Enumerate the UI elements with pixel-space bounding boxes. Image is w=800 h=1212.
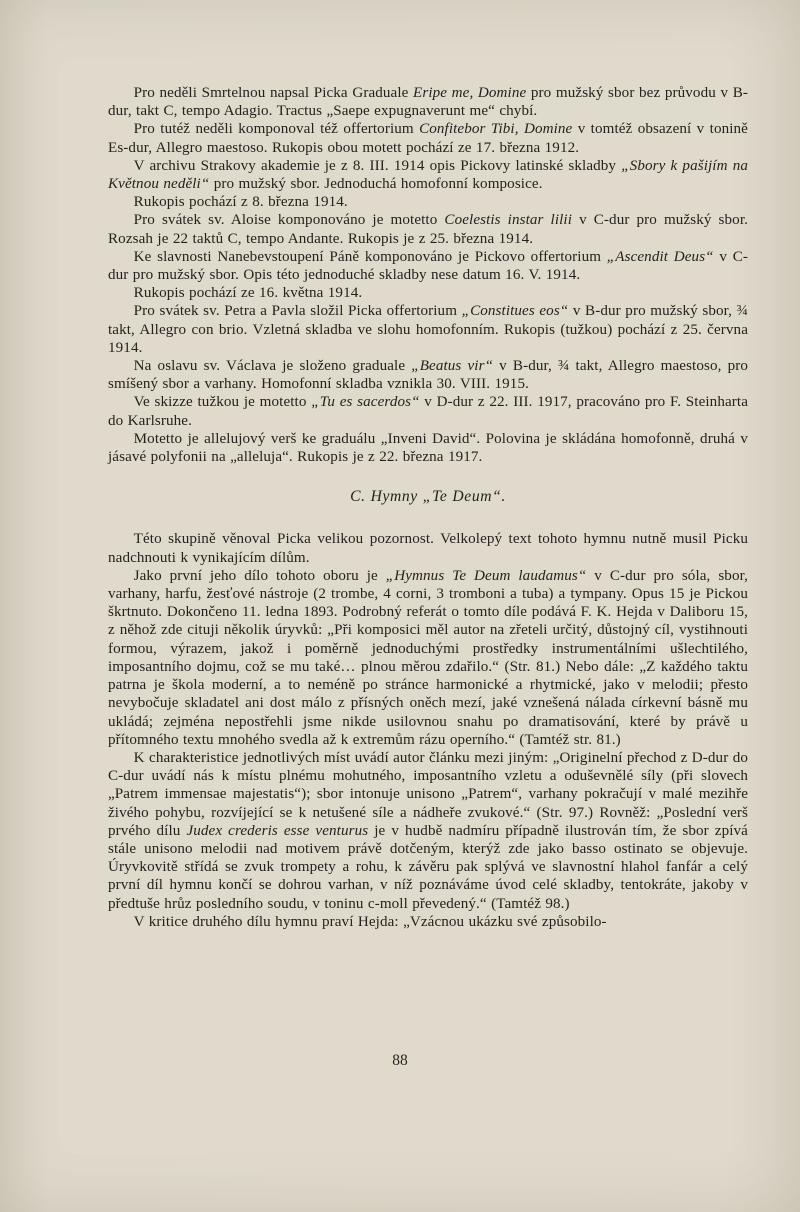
text-run: K charakteristice jednotlivých míst uvádí autor článku mezi jiným: „Originelní přechod z D-dur do C-dur uvádí nás k místu plnému mohutného, imposantního vzletu a oduševnělé síly (při slovech „Patrem immensae majestatis“); sbor intonuje unisono „Patrem“, varhany pokračují v malé mezihře živého pohybu, rozvíjející se k netušené síle a nádheře zvukové.“ (Str. 97.) Rovněž: „Poslední verš prvého dílu — [108, 749, 748, 839]
page-text-column — [108, 84, 748, 931]
paragraph — [108, 749, 748, 913]
text-run: Rukopis pochází z 8. března 1914. — [133, 194, 348, 211]
text-run: Na oslavu sv. Václava je složeno graduale — [133, 358, 412, 375]
text-run: v C-dur pro mužský sbor. Opis této jednoduché skladby nese datum 16. V. 1914. — [108, 248, 749, 284]
text-run: v C-dur pro sóla, sbor, varhany, harfu, žesťové nástroje (2 trombe, 4 corni, 3 tromboni a tuba) a tympany. Opus 15 je Pickou škrtnuto. Dokončeno 11. ledna 1893. Podrobný referát o tomto díle podává F. K. Hejda v Daliboru 15, z něhož zde cituji několik úryvků: „Při komposici měl autor na zřeteli určitý, důstojný cíl, vystihnouti formou, výrazem, jakož i poměrně jednoduchými prostředky instrumentálními ušlechtilého, imposantního dojmu, což se mu také… plnou měrou zdařilo.“ (Str. 81.) Nebo dále: „Z každého taktu patrna je škola moderní, a to neméně po stránce harmonické a rhytmické, jako v melodii; přesto nevybočuje skladatel ani dost málo z přísných oněch mezí, jaké vznešená nálada církevní básně mu ukládá; zejména nepostřehli jsme nikde usilovnou snahu po dramatisování, které by právě u přítomného textu mnohého svedla až k extremům rázu operního.“ (Tamtéž str. 81.) — [108, 567, 748, 748]
text-run: Ve skizze tužkou je motetto — [133, 394, 312, 411]
text-run: Rukopis pochází ze 16. května 1914. — [133, 285, 363, 302]
section-heading — [108, 488, 748, 506]
paragraph — [108, 248, 748, 284]
paragraph — [108, 211, 748, 247]
italic-text-run: „Sbory k pašijím na Květnou neděli“ — [108, 157, 748, 193]
text-run: v D-dur z 22. III. 1917, pracováno pro F. Steinharta do Karlsruhe. — [108, 394, 748, 429]
italic-text-run: Confitebor Tibi, Domine — [419, 121, 573, 138]
paragraph — [108, 120, 748, 156]
paragraph — [108, 284, 748, 302]
italic-text-run: C. Hymny „Te Deum“. — [350, 488, 506, 506]
italic-text-run: Coelestis instar lilii — [444, 212, 573, 229]
text-run: pro mužský sbor bez průvodu v B-dur, takt C, tempo Adagio. Tractus „Saepe expugnaverunt me“ chybí. — [108, 85, 748, 120]
paragraph — [108, 357, 748, 393]
italic-text-run: „Constitues eos“ — [461, 303, 569, 320]
italic-text-run: „Tu es sacerdos“ — [311, 394, 420, 411]
italic-text-run: „Beatus vir“ — [411, 358, 494, 375]
paragraph — [108, 193, 748, 211]
text-run: Jako první jeho dílo tohoto oboru je — [133, 567, 386, 584]
paragraph — [108, 84, 748, 120]
text-run: v B-dur pro mužský sbor, ¾ takt, Allegro con brio. Vzletná skladba ve slohu homofonním. Rukopis (tužkou) pochází z 25. června 1914. — [108, 303, 748, 356]
paragraph — [108, 913, 748, 931]
italic-text-run: Eripe me, Domine — [413, 85, 527, 101]
paragraph — [108, 567, 748, 749]
text-run: Pro svátek sv. Aloise komponováno je motetto — [133, 212, 445, 229]
paragraph — [108, 302, 748, 357]
italic-text-run: Judex crederis esse venturus — [186, 822, 369, 839]
text-run: v tomtéž obsazení v tonině Es-dur, Allegro maestoso. Rukopis obou motett pochází ze 17. března 1912. — [108, 121, 748, 156]
text-run: v C-dur pro mužský sbor. Rozsah je 22 taktů C, tempo Andante. Rukopis je z 25. března 1914. — [108, 212, 748, 247]
text-run: je v hudbě nadmíru případně ilustrován tím, že sbor zpívá stále unisono melodii nad motivem právě dotčeným, kterýž zde jako basso ostinato se objevuje. Úryvkovitě střídá se zvuk trompety a rohu, k závěru pak splývá ve slavnostní hlahol fanfár a celý první díl hymnu končí se dohrou varhan, v níž poznáváme úvod celé skladby, tentokráte, jakoby v předtuše hrůz posledního soudu, v toninu c-moll převedený.“ (Tamtéž 98.) — [108, 822, 748, 912]
text-run: V kritice druhého dílu hymnu praví Hejda: „Vzácnou ukázku své způsobilo- — [133, 913, 607, 930]
text-run: Této skupině věnoval Picka velikou pozornost. Velkolepý text tohoto hymnu nutně musil Picku nadchnouti k vynikajícím dílům. — [108, 531, 748, 566]
text-run: v B-dur, ¾ takt, Allegro maestoso, pro smíšený sbor a varhany. Homofonní skladba vznikla 30. VIII. 1915. — [108, 358, 749, 393]
paragraph — [108, 430, 748, 466]
italic-text-run: „Hymnus Te Deum laudamus“ — [385, 567, 587, 584]
text-run: Pro tutéž neděli komponoval též offertorium — [133, 121, 420, 138]
text-run: pro mužský sbor. Jednoduchá homofonní komposice. — [209, 176, 543, 193]
page-number: 88 — [392, 1052, 408, 1069]
text-run: Pro neděli Smrtelnou napsal Picka Graduale — [133, 85, 414, 101]
paragraph — [108, 393, 748, 429]
text-run: V archivu Strakovy akademie je z 8. III. 1914 opis Pickovy latinské skladby — [133, 157, 622, 174]
text-run: Motetto je allelujový verš ke graduálu „Inveni David“. Polovina je skládána homofonně, druhá v jásavé polyfonii na „alleluja“. Rukopis je z 22. března 1917. — [108, 430, 748, 466]
paragraph — [108, 530, 748, 566]
text-run: Ke slavnosti Nanebevstoupení Páně komponováno je Pickovo offertorium — [133, 248, 607, 265]
italic-text-run: „Ascendit Deus“ — [606, 248, 714, 265]
text-run: Pro svátek sv. Petra a Pavla složil Picka offertorium — [133, 303, 462, 320]
paragraph — [108, 157, 748, 193]
